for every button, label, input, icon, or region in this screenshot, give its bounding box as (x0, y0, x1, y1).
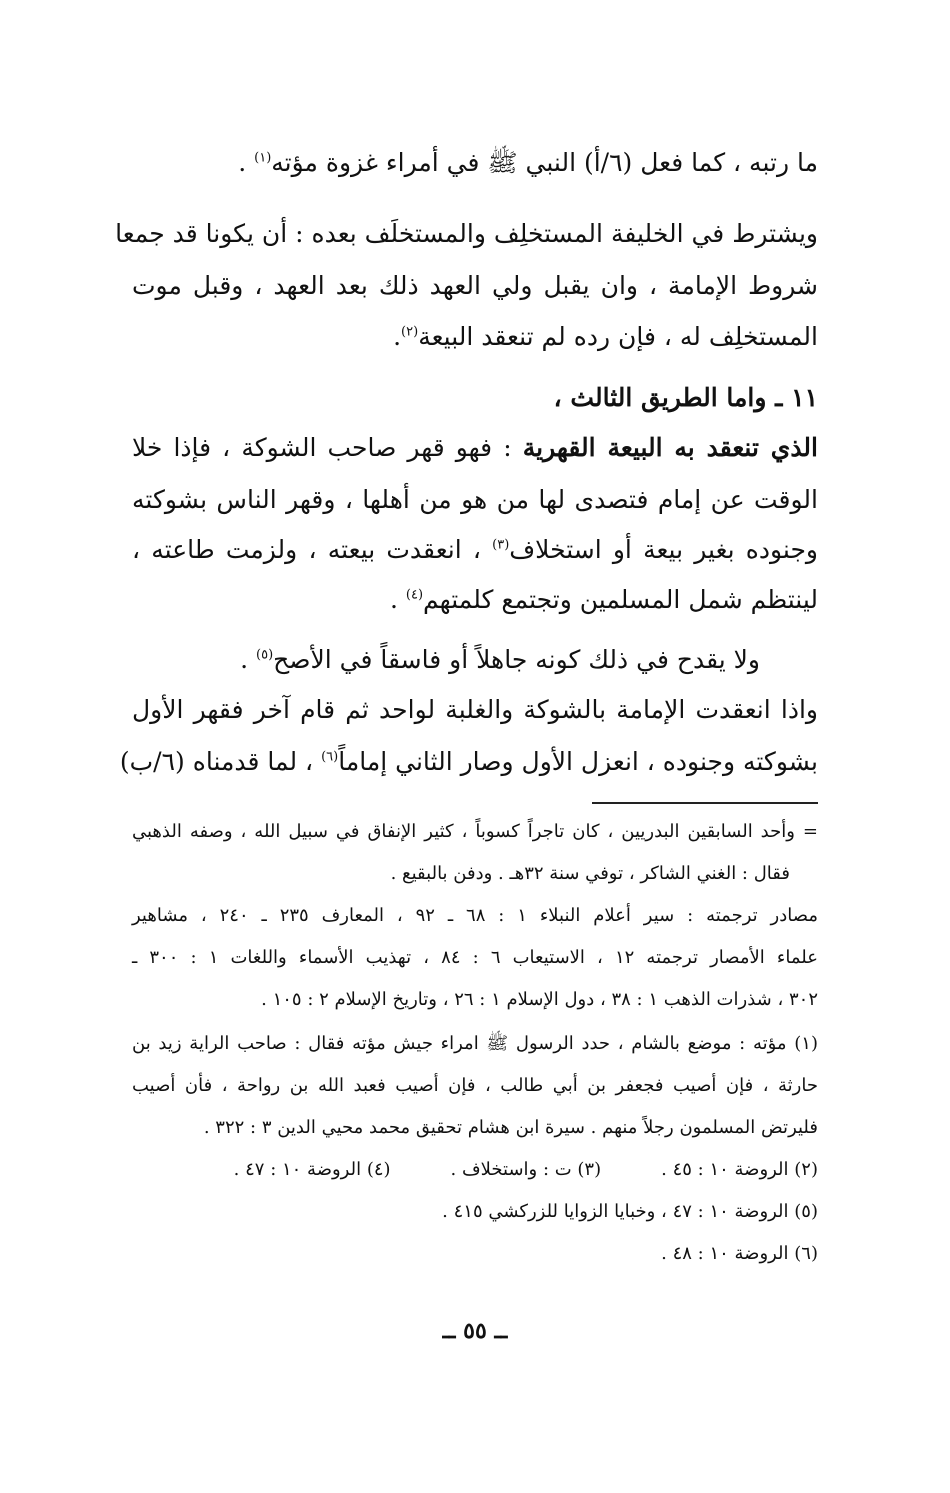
footnote-line-2: فقال : الغني الشاكر ، توفي سنة ٣٢هـ . ودفن بالبقيع . (390, 863, 790, 884)
body-text: : فهو قهر صاحب الشوكة ، فإذا خلا (132, 433, 523, 462)
body-text: ما رتبه ، كما فعل (٦/أ) النبي ﷺ في أمراء غزوة مؤته (271, 148, 818, 177)
body-line-9 (132, 580, 818, 624)
bold-phrase: الذي تنعقد به البيعة القهرية (522, 433, 818, 462)
body-text: ، لما قدمناه (٦/ب) (119, 747, 322, 776)
body-line-2: ويشترط في الخليفة المستخلِف والمستخلَف بعده : أن يكونا قد جمعا (115, 219, 818, 248)
footnote-line-1: = وأحد السابقين البدريين ، كان تاجراً كسوباً ، كثير الإنفاق في سبيل الله ، وصفه الذهبي (132, 821, 818, 842)
body-text: المستخلِف له ، فإن رده لم تنعقد البيعة (418, 322, 818, 351)
page-number: ــ ٥٥ ــ (442, 1318, 508, 1344)
footnote-line-8: فليرتض المسلمون رجلاً منهم . سيرة ابن هشام تحقيق محمد محيي الدين ٣ : ٣٢٢ . (203, 1117, 818, 1138)
body-text: . (390, 585, 406, 614)
section-heading: ١١ ـ واما الطريق الثالث ، (553, 383, 818, 412)
footnote-4: (٤) الروضة ١٠ : ٤٧ . (233, 1159, 391, 1180)
footnote-ref: (٤) (405, 587, 424, 603)
body-line-12 (119, 742, 818, 786)
footnote-line-11: (٦) الروضة ١٠ : ٤٨ . (661, 1243, 818, 1264)
body-text: ، انعقدت بيعته ، ولزمت طاعته ، (132, 535, 493, 564)
body-line-11: واذا انعقدت الإمامة بالشوكة والغلبة لواحد ثم قام آخر فقهر الأول (132, 695, 818, 724)
footnote-line-4: علماء الأمصار ترجمته ١٢ ، الاستيعاب ٦ : ٨٤ ، تهذيب الأسماء واللغات ١ : ٣٠٠ ـ (132, 947, 818, 968)
footnote-ref: (٥) (256, 647, 274, 663)
footnote-ref: (٣) (492, 537, 510, 553)
footnote-divider (592, 802, 818, 804)
body-text: لينتظم شمل المسلمين وتجتمع كلمتهم (423, 585, 818, 614)
body-line-4 (132, 317, 818, 361)
footnote-line-10: (٥) الروضة ١٠ : ٤٧ ، وخبايا الزوايا للزركشي ٤١٥ . (442, 1201, 818, 1222)
body-line-1 (132, 143, 818, 187)
body-text: . (393, 322, 402, 351)
body-line-10 (132, 640, 760, 684)
footnote-3: (٣) ت : واستخلاف . (450, 1159, 602, 1180)
footnote-ref: (١) (254, 150, 272, 166)
footnote-line-5: ٣٠٢ ، شذرات الذهب ١ : ٣٨ ، دول الإسلام ١ : ٢٦ ، وتاريخ الإسلام ٢ : ١٠٥ . (261, 989, 818, 1010)
body-line-6 (132, 428, 818, 472)
footnote-line-7: حارثة ، فإن أصيب فجعفر بن أبي طالب ، فإن أصيب فعبد الله بن رواحة ، فأن أصيب (132, 1075, 818, 1096)
footnote-line-9 (132, 1156, 818, 1186)
footnote-2: (٢) الروضة ١٠ : ٤٥ . (661, 1159, 818, 1180)
body-text: وجنوده بغير بيعة أو استخلاف (509, 535, 818, 564)
body-line-8 (132, 530, 818, 574)
body-line-3: شروط الإمامة ، وان يقبل ولي العهد ذلك بعد العهد ، وقبل موت (132, 271, 818, 300)
footnote-ref: (٢) (401, 324, 419, 340)
body-text: بشوكته وجنوده ، انعزل الأول وصار الثاني إماماً (338, 747, 818, 776)
body-text: ولا يقدح في ذلك كونه جاهلاً أو فاسقاً في الأصح (273, 645, 760, 674)
body-line-7: الوقت عن إمام فتصدى لها من هو من أهلها ، وقهر الناس بشوكته (132, 485, 818, 514)
footnote-line-3: مصادر ترجمته : سير أعلام النبلاء ١ : ٦٨ ـ ٩٢ ، المعارف ٢٣٥ ـ ٢٤٠ ، مشاهير (132, 905, 818, 926)
body-text: . (240, 645, 257, 674)
footnote-line-6: (١) مؤته : موضع بالشام ، حدد الرسول ﷺ امراء جيش مؤته فقال : صاحب الراية زيد بن (132, 1033, 818, 1054)
footnote-ref: (٦) (321, 749, 339, 765)
body-text: . (238, 148, 255, 177)
